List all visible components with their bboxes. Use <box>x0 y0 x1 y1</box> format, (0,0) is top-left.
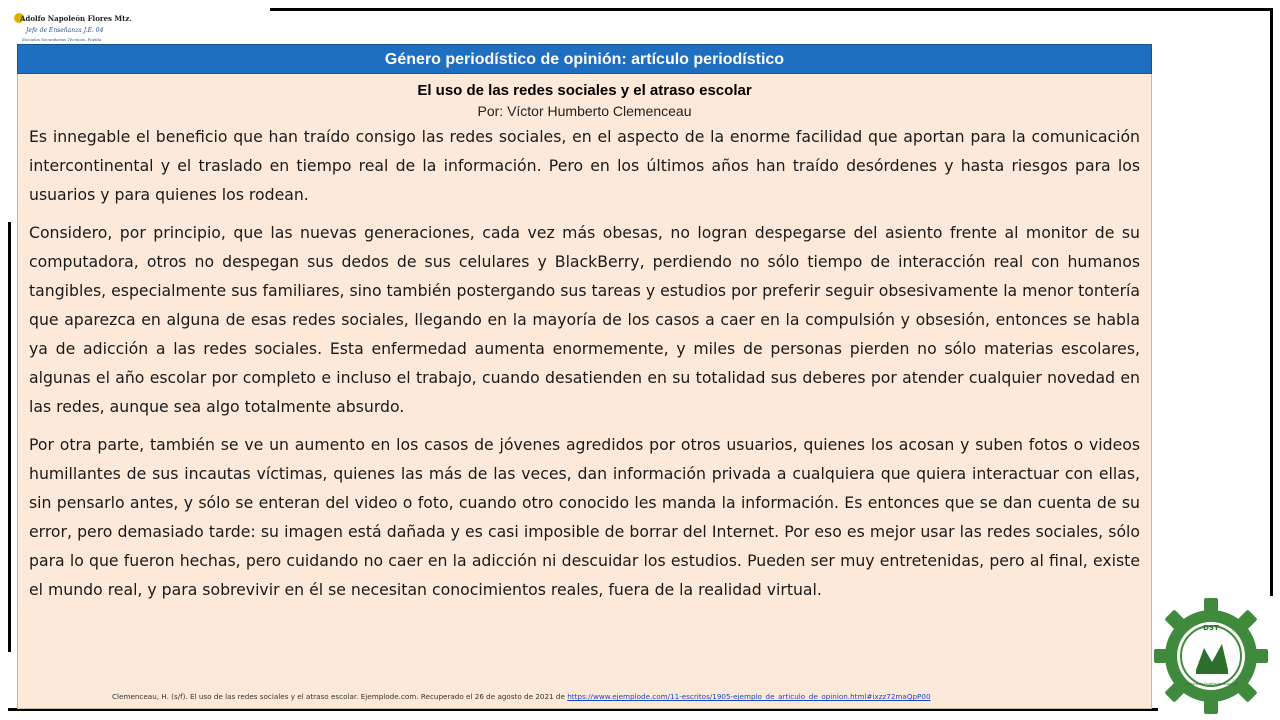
logo-name: Adolfo Napoleón Flores Mtz. <box>20 14 132 23</box>
citation-link[interactable]: https://www.ejemplode.com/11-escritos/1905-ejemplo_de_articulo_de_opinion.html#ixzz72maQpP00 <box>567 692 931 701</box>
emblem-bottom-text: Jefatura de Enseñanza Zona 04 <box>1184 682 1238 686</box>
article-paragraph: Es innegable el beneficio que han traído consigo las redes sociales, en el aspecto de la enorme facilidad que aportan para la comunicación intercontinental y el traslado en tiempo real de la información. Pero en los últimos años han traído desórdenes y hasta riesgos para los usuarios y para quienes los rodean. <box>29 127 1140 204</box>
frame-right-line <box>1270 8 1273 596</box>
genre-header: Género periodístico de opinión: artículo periodístico <box>17 44 1152 74</box>
article-title: El uso de las redes sociales y el atraso escolar <box>417 82 752 99</box>
emblem-top-text: DST <box>1203 624 1219 632</box>
citation-text: Clemenceau, H. (s/f). El uso de las redes sociales y el atraso escolar. Ejemplode.com. Recuperado el 26 de agosto de 2021 de <box>112 692 568 701</box>
dst-emblem-icon <box>1152 596 1270 716</box>
citation <box>112 692 1142 701</box>
article-paragraph: Considero, por principio, que las nuevas generaciones, cada vez más obesas, no logran despegarse del asiento frente al monitor de su computadora, otros no despegan sus dedos de sus celulares y BlackBerry, perdiendo no sólo tiempo de interacción real con humanos tangibles, especialmente sus familiares, sino también postergando sus tareas y estudios por preferir seguir obsesivamente la menor tontería que aparezca en alguna de esas redes sociales, llegando en la mayoría de los casos a caer en la compulsión y obsesión, entonces se habla ya de adicción a las redes sociales. Esta enfermedad aumenta enormemente, y miles de personas pierden no sólo materias escolares, algunas el año escolar por completo e incluso el trabajo, cuando desatienden en su totalidad sus deberes por atender cualquier novedad en las redes, aunque sea algo totalmente absurdo. <box>29 223 1140 416</box>
article-author: Por: Víctor Humberto Clemenceau <box>477 103 692 119</box>
article-body <box>29 122 1140 613</box>
logo-role: Jefe de Enseñanza J.E. 04 <box>26 27 104 34</box>
article-paragraph: Por otra parte, también se ve un aumento en los casos de jóvenes agredidos por otros usuarios, quienes los acosan y suben fotos o videos humillantes de sus incautas víctimas, quienes las más de las veces, dan información privada a cualquiera que quiera interactuar con ellas, sin pensarlo antes, y sólo se enteran del video o foto, cuando otro conocido les manda la información. Es entonces que se dan cuenta de su error, pero demasiado tarde: su imagen está dañada y es casi imposible de borrar del Internet. Por eso es mejor usar las redes sociales, sólo para lo que fueron hechas, pero cuidando no caer en la adicción ni descuidar los estudios. Pueden ser muy entretenidas, pero al final, existe el mundo real, y para sobrevivir en él se necesitan conocimientos reales, fuera de la realidad virtual. <box>29 435 1140 599</box>
frame-left-line <box>8 222 11 652</box>
logo-org: Escuelas Secundarias Técnicas, Puebla <box>22 37 102 42</box>
frame-top-line <box>270 8 1272 11</box>
